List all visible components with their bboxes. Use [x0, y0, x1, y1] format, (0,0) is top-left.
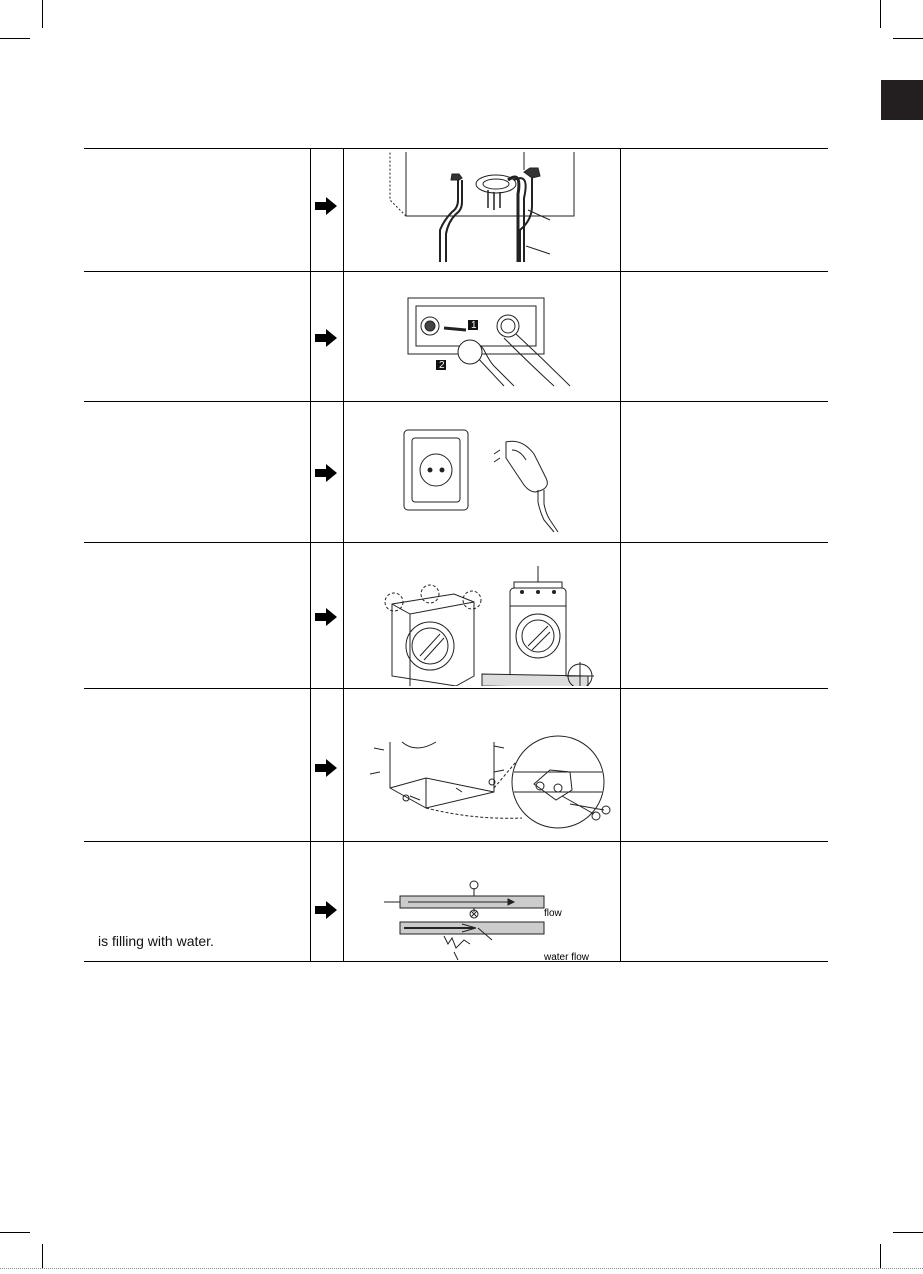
table-rule: [84, 542, 828, 543]
table-rule: [84, 841, 828, 842]
right-arrow-icon: [314, 463, 338, 483]
crop-mark: [0, 1232, 30, 1233]
power-plug-illustration: [344, 420, 618, 536]
step-1-label: 1: [471, 320, 477, 331]
crop-mark: [880, 1244, 881, 1268]
crop-mark: [42, 0, 43, 28]
right-arrow-icon: [314, 900, 338, 920]
table-rule: [84, 688, 828, 689]
table-rule: [84, 148, 828, 149]
crop-mark: [0, 38, 30, 39]
hose-outlet-illustration: [344, 150, 618, 268]
right-arrow-icon: [314, 607, 338, 627]
transit-bolts-illustration: [344, 692, 618, 838]
crop-mark: [893, 1232, 923, 1233]
water-flow-label: water flow: [544, 952, 590, 960]
step-2-label: 2: [439, 360, 445, 371]
table-rule: [84, 271, 828, 272]
row-left-text: is filling with water.: [98, 933, 214, 949]
crop-mark: [893, 38, 923, 39]
column-divider: [620, 148, 621, 961]
hose-connector-illustration: [344, 290, 618, 394]
chapter-tab-marker: [881, 80, 923, 120]
flow-label: flow: [544, 908, 562, 919]
column-divider: [310, 148, 311, 961]
water-flow-illustration: [344, 844, 620, 960]
right-arrow-icon: [314, 328, 338, 348]
crop-mark: [880, 0, 881, 28]
page-edge: [0, 1268, 923, 1269]
crop-mark: [42, 1244, 43, 1268]
table-rule: [84, 961, 828, 962]
right-arrow-icon: [314, 758, 338, 778]
leveling-illustration: [344, 548, 618, 686]
table-rule: [84, 401, 828, 402]
right-arrow-icon: [314, 196, 338, 216]
